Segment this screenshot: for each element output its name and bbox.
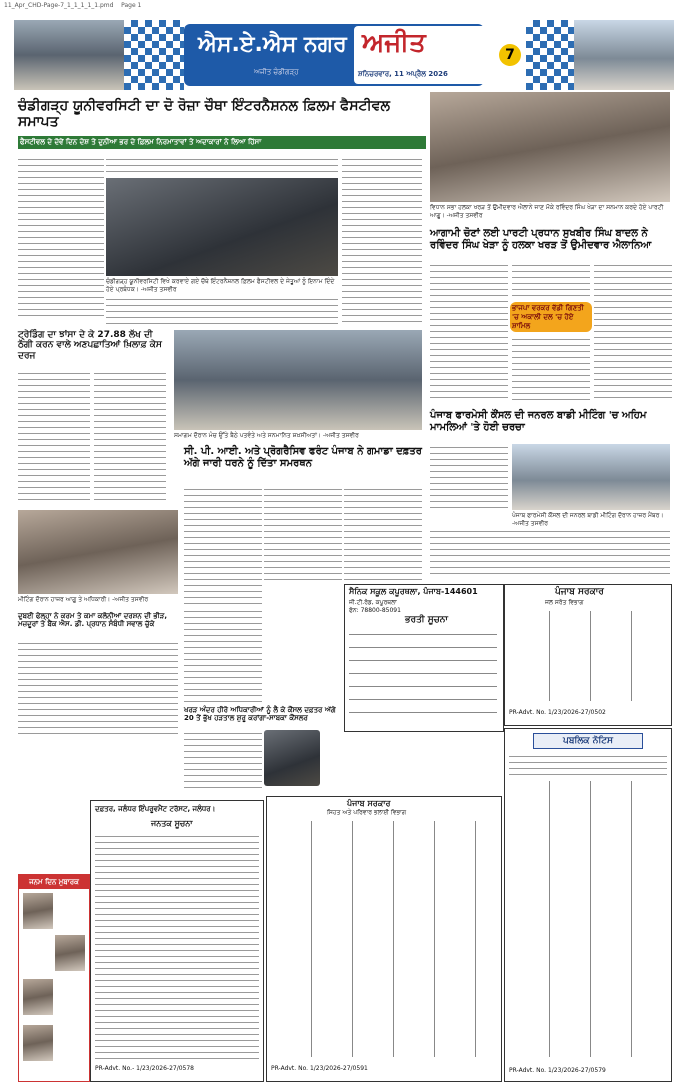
left-bottom-photo [18,510,178,594]
district-ad-title: ਦਫ਼ਤਰ, ਜਲੰਧਰ ਇੰਪਰੂਵਮੈਂਟ ਟਰੱਸਟ, ਜਲੰਧਰ। [95,805,216,813]
punjab-govt-ad-adv-no: PR-Advt. No. 1/23/2026-27/0502 [509,709,606,716]
center-table-ad-title: ਪੰਜਾਬ ਸਰਕਾਰ [347,799,391,808]
public-notice-title: ਪਬਲਿਕ ਨੋਟਿਸ [533,733,643,749]
school-ad-notice: ਭਰਤੀ ਸੂਚਨਾ [405,615,448,625]
school-ad-table [349,629,497,725]
right-story-photo [430,92,670,202]
brand-logo: ਅਜੀਤ [362,28,426,58]
pharmacy-text-2 [430,528,670,578]
district-ad-body [95,833,259,1059]
cpi-text-3 [344,486,422,582]
brand-box [354,26,490,84]
lead-text-col-3 [342,156,422,326]
lead-text-col-1 [18,156,104,316]
center-table-ad [266,796,502,1082]
right-story-callout: ਭਾਜਪਾ ਵਰਕਰ ਵੱਡੀ ਗਿਣਤੀ 'ਚ ਅਕਾਲੀ ਦਲ 'ਚ ਹੋਏ ਸ਼ਾਮਿਲ [510,302,592,332]
lead-subhead: ਫੈਸਟੀਵਲ ਦੇ ਦੋਵੇਂ ਦਿਨ ਦੇਸ਼ ਤੇ ਦੁਨੀਆ ਭਰ ਦੇ ਫ਼ਿਲਮ ਨਿਰਮਾਤਾਵਾਂ ਤੇ ਅਦਾਕਾਰਾਂ ਨੇ ਲਿਆ ਹਿੱਸਾ [18,136,426,149]
birthday-photo-2 [55,935,85,971]
lead-photo-caption: ਚੰਡੀਗੜ੍ਹ ਯੂਨੀਵਰਸਿਟੀ ਵਿਖੇ ਕਰਵਾਏ ਗਏ ਚੌਥੇ ਇੰਟਰਨੈਸ਼ਨਲ ਫ਼ਿਲਮ ਫੈਸਟੀਵਲ ਦੇ ਜੇਤੂਆਂ ਨੂੰ ਇਨਾਮ ਦਿੰਦੇ ਹੋਏ ਪ੍ਰਬੰਧਕ। -ਅਜੀਤ ਤਸਵੀਰ [106,278,335,293]
birthday-photo-3 [23,979,53,1015]
cpi-text-1 [184,486,262,604]
public-notice-table [509,781,667,1057]
fraud-text-2 [94,370,166,504]
district-ad-adv-no: PR-Advt. No.- 1/23/2026-27/0578 [95,1065,194,1072]
right-story-text-3 [512,336,590,402]
left-bottom-caption: ਮੀਟਿੰਗ ਦੌਰਾਨ ਹਾਜ਼ਰ ਆਗੂ ਤੇ ਅਧਿਕਾਰੀ। -ਅਜੀਤ ਤਸਵੀਰ [18,596,149,603]
cpi-headline: ਸੀ. ਪੀ. ਆਈ. ਅਤੇ ਪ੍ਰੋਗਰੈਸਿਵ ਫਰੰਟ ਪੰਜਾਬ ਨੇ ਗਮਾਡਾ ਦਫ਼ਤਰ ਅੱਗੇ ਜਾਰੀ ਧਰਨੇ ਨੂੰ ਦਿੱਤਾ ਸਮਰਥਨ [184,446,422,469]
punjab-govt-ad-title: ਪੰਜਾਬ ਸਰਕਾਰ [555,587,604,597]
registration-slug [4,2,424,10]
public-notice-intro [509,753,667,777]
lead-text-top [106,156,338,176]
registration-right-text: Page 1 [121,2,142,9]
birthday-photo-4 [23,1025,53,1061]
masthead-left-pattern [124,20,184,90]
center-table-ad-dept: ਸਿਹਤ ਅਤੇ ਪਰਿਵਾਰ ਭਲਾਈ ਵਿਭਾਗ [327,809,407,816]
bottom-center-photo [264,730,320,786]
birthday-photo-1 [23,893,53,929]
masthead-right-photo [574,20,674,90]
right-story-caption: ਵਿਧਾਨ ਸਭਾ ਹਲਕਾ ਖਰੜ ਤੋਂ ਉਮੀਦਵਾਰ ਐਲਾਨੇ ਜਾਣ ਮੌਕੇ ਰਵਿੰਦਰ ਸਿੰਘ ਖੇੜਾ ਦਾ ਸਨਮਾਨ ਕਰਦੇ ਹੋਏ ਪਾਰਟੀ ਆਗੂ। -ਅਜੀਤ ਤਸਵੀਰ [430,204,664,219]
left-bottom-text [18,640,178,736]
birthday-title: ਜਨਮ ਦਿਨ ਮੁਬਾਰਕ [19,875,89,889]
pharmacy-text-1 [430,444,508,510]
page-number: 7 [499,44,521,66]
school-ad-address: ਜੀ.ਟੀ.ਰੋਡ, ਕਪੂਰਥਲਾ [349,599,397,606]
center-table-ad-table [271,821,497,1057]
center-photo [174,330,422,430]
lead-headline: ਚੰਡੀਗੜ੍ਹ ਯੂਨੀਵਰਸਿਟੀ ਦਾ ਦੋ ਰੋਜ਼ਾ ਚੌਥਾ ਇੰਟਰਨੈਸ਼ਨਲ ਫ਼ਿਲਮ ਫੈਸਟੀਵਲ ਸਮਾਪਤ [18,98,390,131]
pharmacy-photo [512,444,670,510]
masthead [14,20,674,90]
lead-text-col-2 [106,296,338,326]
fraud-text-1 [18,370,90,504]
right-story-headline: ਆਗਾਮੀ ਚੋਣਾਂ ਲਈ ਪਾਰਟੀ ਪ੍ਰਧਾਨ ਸੁਖਬੀਰ ਸਿੰਘ ਬਾਦਲ ਨੇ ਰਵਿੰਦਰ ਸਿੰਘ ਖੇੜਾ ਨੂੰ ਹਲਕਾ ਖਰੜ ਤੋਂ ਉਮੀਦਵਾਰ ਐਲਾਨਿਆ [430,228,652,251]
district-ad [90,800,264,1082]
masthead-left-photo [14,20,124,90]
bottom-center-text-2 [184,730,262,790]
lead-photo [106,178,338,276]
birthday-box [18,874,90,1082]
masthead-right-pattern [526,20,574,90]
masthead-date: ਸ਼ਨਿਚਰਵਾਰ, 11 ਅਪ੍ਰੈਲ 2026 [358,70,448,78]
school-ad [344,584,504,732]
public-notice-adv-no: PR-Advt. No. 1/23/2026-27/0579 [509,1067,606,1074]
right-story-text-1 [430,262,508,402]
pharmacy-caption: ਪੰਜਾਬ ਫਾਰਮੇਸੀ ਕੌਂਸਲ ਦੀ ਜਨਰਲ ਬਾਡੀ ਮੀਟਿੰਗ ਦੌਰਾਨ ਹਾਜ਼ਰ ਮੈਂਬਰ। -ਅਜੀਤ ਤਸਵੀਰ [512,512,664,527]
bottom-center-headline: ਖਰੜ ਅੰਦਰ ਹੀਰੋ ਅਧਿਕਾਰੀਆਂ ਨੂੰ ਲੈ ਕੇ ਕੌਂਸਲ ਦਫ਼ਤਰ ਅੱਗੇ 20 ਤੋਂ ਭੁੱਖ ਹੜਤਾਲ ਸ਼ੁਰੂ ਕਰਾਂਗਾ-ਸਾਬਕਾ ਕੌਂਸਲਰ [184,706,336,723]
punjab-govt-ad-dept: ਜਲ ਸਰੋਤ ਵਿਭਾਗ [545,599,584,606]
school-ad-title: ਸੈਨਿਕ ਸਕੂਲ ਕਪੂਰਥਲਾ, ਪੰਜਾਬ-144601 [349,587,478,596]
center-table-ad-adv-no: PR-Advt. No. 1/23/2026-27/0591 [271,1065,368,1072]
left-bottom-headline: ਦੁਬਈ ਫੇਲ੍ਹਾ ਨੇ ਕਰਮ ਤੇ ਕਮਾ ਕਲੋਨੀਆਂ ਦਰਸ਼ਨ ਦੀ ਭੀੜ, ਮਜ਼ਦੂਰਾਂ ਤੇ ਬੈਂਕ ਐਸ. ਡੀ. ਪ੍ਰਧਾਨ ਸੰਬੰਧੀ ਸਵਾਲ ਚੁੱਕੇ [18,612,167,629]
public-notice-ad [504,728,672,1082]
punjab-govt-ad [504,584,672,726]
edition-title: ਐਸ.ਏ.ਐਸ ਨਗਰ [198,32,347,57]
fraud-headline: ਟ੍ਰੇਡਿੰਗ ਦਾ ਝਾਂਸਾ ਦੇ ਕੇ 27.88 ਲੱਖ ਦੀ ਠੱਗੀ ਕਰਨ ਵਾਲੇ ਅਣਪਛਾਤਿਆਂ ਖ਼ਿਲਾਫ਼ ਕੇਸ ਦਰਜ [18,330,162,361]
bottom-center-text-1 [184,608,262,704]
registration-left-text: 11_Apr_CHD-Page-7_1_1_1_1_1.pmd [4,2,114,9]
cpi-text-2 [264,486,342,582]
pharmacy-headline: ਪੰਜਾਬ ਫਾਰਮੇਸੀ ਕੌਂਸਲ ਦੀ ਜਨਰਲ ਬਾਡੀ ਮੀਟਿੰਗ 'ਚ ਅਹਿਮ ਮਾਮਲਿਆਂ 'ਤੇ ਹੋਈ ਚਰਚਾ [430,410,647,433]
right-story-text-4 [594,262,672,402]
center-photo-caption: ਸਮਾਗਮ ਦੌਰਾਨ ਮੰਚ ਉੱਤੇ ਬੈਠੇ ਪਤਵੰਤੇ ਅਤੇ ਸਨਮਾਨਿਤ ਸ਼ਖ਼ਸੀਅਤਾਂ। -ਅਜੀਤ ਤਸਵੀਰ [174,432,359,439]
district-ad-notice: ਜਨਤਕ ਸੂਚਨਾ [151,819,193,828]
school-ad-phone: ਫੋਨ: 78800-85091 [349,607,401,614]
masthead-subtitle: ਅਜੀਤ ਚੰਡੀਗੜ੍ਹ [254,68,299,76]
right-story-text-2 [512,262,590,300]
punjab-govt-ad-table [509,611,667,701]
